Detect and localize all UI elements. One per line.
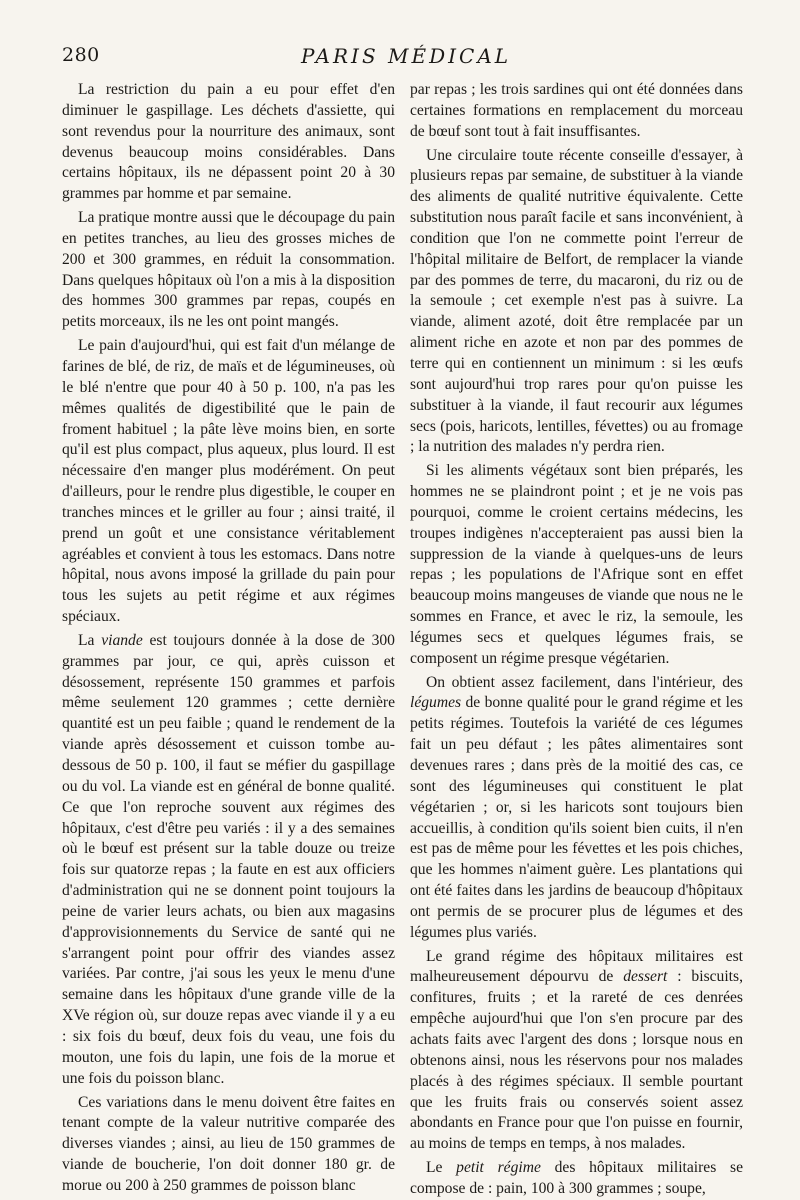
paragraph <box>410 1158 743 1200</box>
paragraph-text: On obtient assez facilement, dans l'intérieur, des <box>426 673 743 691</box>
emphasis-term: légumes <box>410 694 462 712</box>
paragraph-text: est toujours donnée à la dose de 300 grammes par jour, ce qui, après cuisson et désossement, représente 150 grammes et parfois même seulement 120 grammes ; cette dernière quantité est un peu faible ; quand le rendement de la viande après désossement et cuisson tombe au-dessous de 50 p. 100, il faut se méfier du gaspillage ou du vol. La viande est en général de bonne qualité. Ce que l'on reproche souvent aux régimes des hôpitaux, c'est d'être peu variés : il y a des semaines où le bœuf est présent sur la table douze ou treize fois sur quatorze repas ; la faute en est aux officiers d'administration qui ne se donnent point toujours la peine de varier leurs achats, ou bien aux magasins d'approvisionnements du Service de santé qui ne s'arrangent point pour offrir des viandes assez variées. Par contre, j'ai sous les yeux le menu d'une semaine dans les hôpitaux d'une grande ville de la XVe région où, sur douze repas avec viande il y a eu : six fois du bœuf, deux fois du veau, une fois du mouton, une fois du lapin, une fois de la morue et une fois du poisson blanc. <box>62 631 395 1087</box>
emphasis-term: petit régime <box>456 1159 541 1177</box>
paragraph-text: La <box>78 631 102 649</box>
paragraph-text: de bonne qualité pour le grand régime et les petits régimes. Toutefois la variété de ces légumes fait un peu défaut ; les pâtes alimentaires sont devenues rares ; dans près de la moitié des cas, ce sont des légumineuses qui constituent le plat végétarien ; or, si les haricots sont toujours bien accueillis, à condition qu'ils soient bien cuits, il n'en est pas de même pour les févettes et les pois chiches, que les hommes n'aiment guère. Les plantations qui ont été faites dans les jardins de beaucoup d'hôpitaux ont permis de se procurer plus de légumes et des légumes plus variés. <box>410 694 743 941</box>
paragraph-text: : biscuits, confitures, fruits ; et la rareté de ces denrées empêche aujourd'hui que l'on s'en procure par des achats faits avec l'argent des dons ; lorsque nous en obtenons ainsi, nous les réservons pour nos malades placés à des régimes spéciaux. Il semble pourtant que les fruits frais ou conservés soient assez abondants en France pour que l'on puisse en fournir, au moins de temps en temps, à nos malades. <box>410 968 743 1153</box>
paragraph: Le pain d'aujourd'hui, qui est fait d'un mélange de farines de blé, de riz, de maïs et de légumineuses, où le blé n'entre que pour 40 à 50 p. 100, n'a pas les mêmes qualités de digestibilité que le pain de froment habituel ; la pâte lève moins bien, en sorte qu'il est plus compact, plus aqueux, plus lourd. Il est nécessaire d'en manger plus modérément. On peut d'ailleurs, pour le rendre plus digestible, le couper en tranches minces et le griller au four ; ainsi traité, il prend un goût et une consistance véritablement agréables et convient à tous les estomacs. Dans notre hôpital, nous avons imposé la grillade du pain pour tous les sujets au petit régime et aux régimes spéciaux. <box>62 337 395 626</box>
paragraph-continued: par repas ; les trois sardines qui ont été données dans certaines formations en remplacement du morceau de bœuf sont tout à fait insuffisantes. <box>410 81 743 140</box>
running-title: PARIS MÉDICAL <box>300 44 512 68</box>
paragraph-text: Le grand régime des hôpitaux militaires est malheureusement dépourvu de <box>410 947 743 986</box>
paragraph <box>410 947 743 1155</box>
paragraph: La pratique montre aussi que le découpage du pain en petites tranches, au lieu des grosses miches de 200 et 300 grammes, en réduit la consommation. Dans quelques hôpitaux où l'on a mis à la disposition des hommes 300 grammes par repas, coupés en petits morceaux, ils ne les ont point mangés. <box>62 209 395 331</box>
right-column <box>410 80 743 1200</box>
left-column <box>62 80 395 1197</box>
paragraph: La restriction du pain a eu pour effet d'en diminuer le gaspillage. Les déchets d'assiette, qui sont revendus pour la nourriture des animaux, sont devenus beaucoup moins considérables. Dans certains hôpitaux, ils ne dépassent point 20 à 30 grammes par homme et par semaine. <box>62 81 395 203</box>
paragraph-text: des hôpitaux militaires se compose de : pain, 100 à 300 grammes ; soupe, <box>410 1159 743 1197</box>
paragraph-text: Le <box>426 1159 457 1177</box>
paragraph: Une circulaire toute récente conseille d'essayer, à plusieurs repas par semaine, de substituer à la viande des aliments de qualité nutritive équivalente. Cette substitution nous paraît facile et sans inconvénient, à condition que l'on ne commette point l'erreur de l'hôpital militaire de Belfort, de remplacer la viande par des pommes de terre, du macaroni, du riz ou de la semoule ; cet exemple n'est pas à suivre. La viande, aliment azoté, doit être remplacée par un aliment riche en azote et non par des pommes de terre qui en contiennent un minimum : si les œufs sont aujourd'hui trop rares pour qu'on puisse les substituer à la viande, il faut recourir aux légumes secs (pois, haricots, lentilles, févettes) ou au fromage ; la nutrition des malades n'y perdra rien. <box>410 146 743 456</box>
paragraph <box>410 673 743 944</box>
paragraph <box>62 631 395 1090</box>
page-number: 280 <box>62 44 100 66</box>
page-header <box>62 44 750 74</box>
emphasis-term: viande <box>101 631 143 649</box>
paragraph: Ces variations dans le menu doivent être faites en tenant compte de la valeur nutritive comparée des diverses viandes ; ainsi, au lieu de 150 grammes de viande de boucherie, l'on doit donner 180 gr. de morue ou 200 à 250 grammes de poisson blanc <box>62 1093 395 1194</box>
paragraph: Si les aliments végétaux sont bien préparés, les hommes ne se plaindront point ; et je ne vois pas pourquoi, comme le croient certains médecins, les troupes indigènes n'accepteraient pas aussi bien la suppression de la viande à quelques-uns de leurs repas ; les populations de l'Afrique sont en effet beaucoup moins mangeuses de viande que nous ne le sommes en France, et avec le riz, la semoule, les légumes secs et quelques légumes frais, se composent un régime presque végétarien. <box>410 462 743 667</box>
emphasis-term: dessert <box>623 968 668 986</box>
